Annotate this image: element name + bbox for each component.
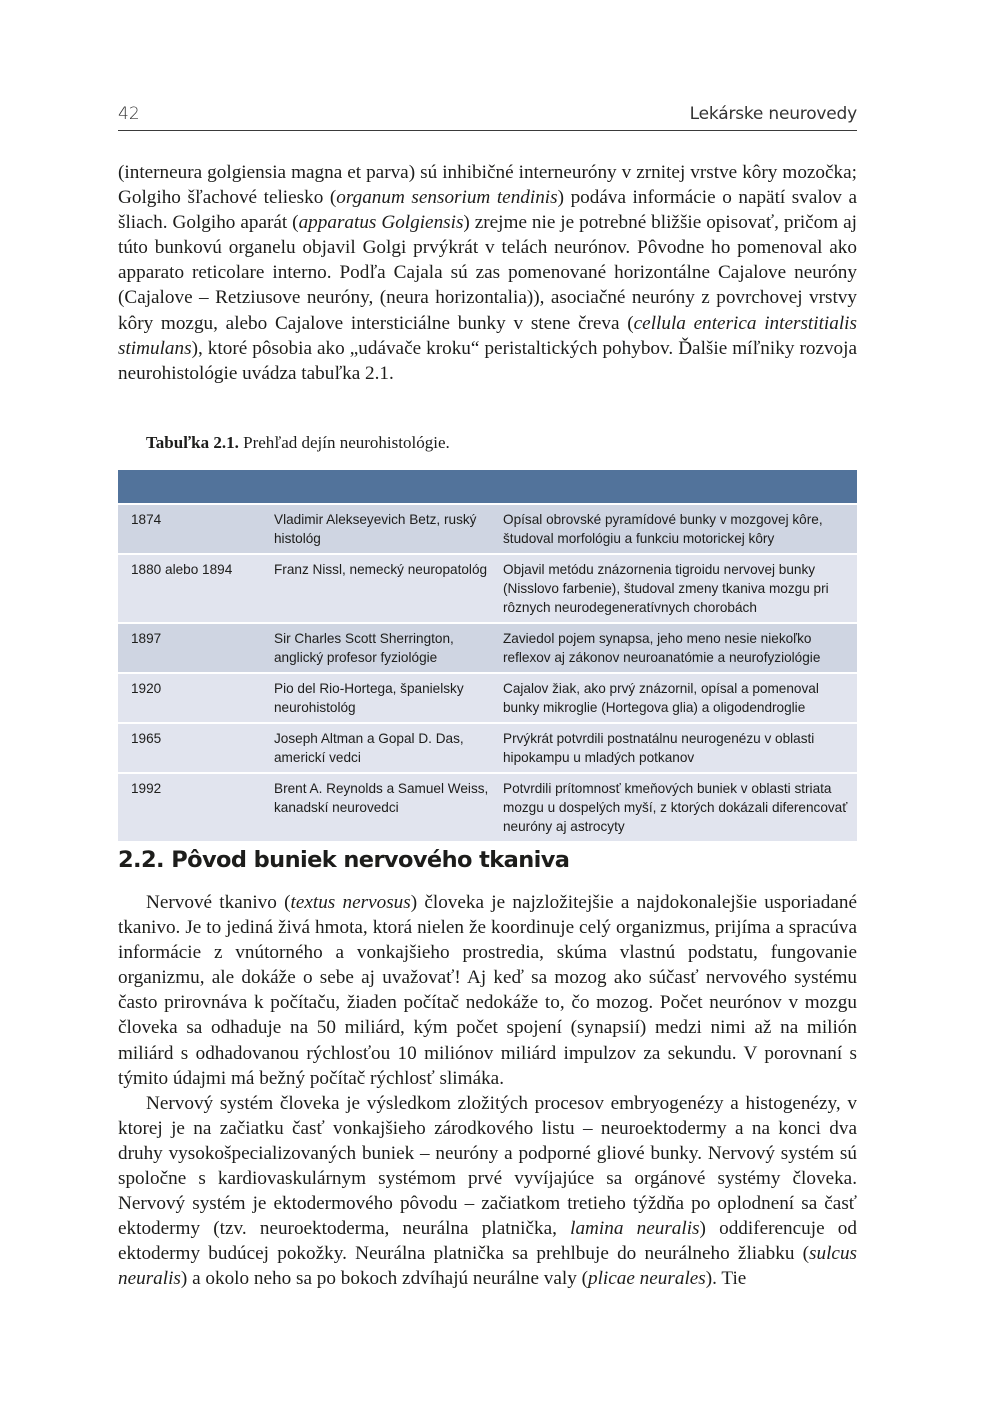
table-cell-contribution: Objavil metódu znázornenia tigroidu nervovej bunky (Nisslovo farbenie), študoval zmeny tkaniva mozgu pri rôznych neurodegeneratívnych chorobách bbox=[489, 554, 857, 623]
latin-term: sulcus neuralis bbox=[118, 1243, 857, 1290]
intro-paragraph bbox=[118, 160, 857, 386]
table-header-band bbox=[118, 470, 857, 504]
table-row bbox=[118, 623, 857, 673]
section-heading: 2.2. Pôvod buniek nervového tkaniva bbox=[118, 847, 570, 873]
latin-term: plicae neurales bbox=[588, 1268, 706, 1290]
section-paragraph bbox=[118, 1091, 857, 1292]
table-cell-person: Sir Charles Scott Sherrington, anglický profesor fyziológie bbox=[261, 623, 489, 673]
text-run: Nervové tkanivo ( bbox=[146, 892, 291, 913]
table-cell-year: 1897 bbox=[118, 623, 261, 673]
table-row bbox=[118, 504, 857, 554]
table-cell-person: Pio del Rio-Hortega, španielsky neurohistológ bbox=[261, 673, 489, 723]
table-row bbox=[118, 773, 857, 842]
text-run: (interneura golgiensia magna et parva) sú inhibičné interneuróny v zrnitej vrstve kôry mozočka; Golgiho šľachové teliesko ( bbox=[118, 162, 857, 209]
latin-term: organum sensorium tendinis bbox=[336, 187, 558, 209]
table-cell-year: 1880 alebo 1894 bbox=[118, 554, 261, 623]
text-run: Nervový systém človeka je výsledkom zložitých procesov embryogenézy a histogenézy, v ktorej je na začiatku časť vonkajšieho zárodkového listu – neuroektodermy a na konci dva druhy vysokošpecializovaných buniek – neuróny a podporné gliové bunky. Nervový systém sú spoločne s kardiovaskulárnym systémom prvé vyvíjajúce sa orgánové systémy človeka. Nervový systém je ektodermového pôvodu – začiatkom tretieho týždňa po oplodnení sa časť ektodermy (tzv. neuroektoderma, neurálna platnička, bbox=[118, 1092, 857, 1240]
latin-term: textus nervosus bbox=[290, 892, 411, 913]
table-cell-contribution: Opísal obrovské pyramídové bunky v mozgovej kôre, študoval morfológiu a funkciu motorickej kôry bbox=[489, 504, 857, 554]
section-paragraph bbox=[118, 890, 857, 1091]
text-run: ), ktoré pôsobia ako „udávače kroku“ peristaltických pohybov. Ďalšie míľniky rozvoja neurohistológie uvádza tabuľka 2.1. bbox=[118, 337, 857, 384]
table-body bbox=[118, 504, 857, 842]
text-run: ) človeka je najzložitejšie a najdokonalejšie usporiadané tkanivo. Je to jediná živá hmota, ktorá nielen že koordinuje celý organizmus, prijíma a spracúva informácie z vnútorného a vonkajšieho prostredia, skúma vlastnú podstatu, fungovanie organizmu, ale dokáže o sebe aj uvažovať! Aj keď sa mozog ako súčasť nervového systému často prirovnáva k počítaču, žiaden počítač nedokáže to, čo mozog. Počet neurónov v mozgu človeka sa odhaduje na 50 miliárd, kým počet spojení (synapsií) medzi nimi až na milión miliárd s odhadovanou rýchlosťou 10 miliónov miliárd impulzov za sekundu. V porovnaní s týmito údajmi má bežný počítač rýchlosť slimáka. bbox=[118, 892, 857, 1089]
table-cell-contribution: Cajalov žiak, ako prvý znázornil, opísal a pomenoval bunky mikroglie (Hortegova glia) a oligodendroglie bbox=[489, 673, 857, 723]
table-cell-contribution: Zaviedol pojem synapsa, jeho meno nesie niekoľko reflexov aj zákonov neuroanatómie a neurofyziológie bbox=[489, 623, 857, 673]
text-run: ) oddiferencuje od ektodermy budúcej pokožky. Neurálna platnička sa prehlbuje do neurálneho žliabku ( bbox=[118, 1218, 857, 1265]
table-cell-contribution: Prvýkrát potvrdili postnatálnu neurogenézu v oblasti hipokampu u mladých potkanov bbox=[489, 723, 857, 773]
latin-term: cellula enterica interstitialis stimulans bbox=[118, 312, 857, 359]
page-number: 42 bbox=[118, 104, 140, 124]
table-caption-text: Prehľad dejín neurohistológie. bbox=[238, 433, 450, 452]
page-header bbox=[118, 100, 857, 131]
table-cell-person: Joseph Altman a Gopal D. Das, americkí vedci bbox=[261, 723, 489, 773]
intro-paragraph-text bbox=[118, 160, 857, 386]
table-header-row bbox=[118, 470, 857, 504]
table-caption-label: Tabuľka 2.1. bbox=[146, 433, 239, 452]
text-run: ) a okolo neho sa po bokoch zdvíhajú neurálne valy ( bbox=[180, 1268, 588, 1290]
table-cell-year: 1920 bbox=[118, 673, 261, 723]
running-title: Lekárske neurovedy bbox=[689, 104, 857, 124]
table-row bbox=[118, 723, 857, 773]
table-cell-person: Franz Nissl, nemecký neuropatológ bbox=[261, 554, 489, 623]
table-cell-year: 1874 bbox=[118, 504, 261, 554]
history-table bbox=[118, 470, 857, 843]
text-run: ) podáva informácie o napätí svalov a šliach. Golgiho aparát ( bbox=[118, 187, 857, 234]
table-cell-person: Vladimir Alekseyevich Betz, ruský histológ bbox=[261, 504, 489, 554]
latin-term: lamina neuralis bbox=[570, 1218, 700, 1240]
text-run: ). Tie bbox=[705, 1268, 747, 1290]
text-run: ) zrejme nie je potrebné bližšie opisovať, pričom aj túto bunkovú organelu objavil Golgi prvýkrát v telách neurónov. Pôvodne ho pomenoval ako apparato reticolare interno. Podľa Cajala sú zas pomenované horizontálne Cajalove neuróny (Cajalove – Retziusove neuróny, (neura horizontalia)), asociačné neuróny z povrchovej vrstvy kôry mozgu, alebo Cajalove intersticiálne bunky v stene čreva ( bbox=[118, 212, 857, 334]
table-cell-contribution: Potvrdili prítomnosť kmeňových buniek v oblasti striata mozgu u dospelých myší, z ktorých dokázali diferencovať neuróny aj astrocyty bbox=[489, 773, 857, 842]
section-body bbox=[118, 890, 857, 1292]
latin-term: apparatus Golgiensis bbox=[298, 212, 464, 234]
table-cell-year: 1992 bbox=[118, 773, 261, 842]
table-cell-year: 1965 bbox=[118, 723, 261, 773]
table-cell-person: Brent A. Reynolds a Samuel Weiss, kanadskí neurovedci bbox=[261, 773, 489, 842]
table-row bbox=[118, 673, 857, 723]
table-caption bbox=[146, 433, 450, 453]
table-row bbox=[118, 554, 857, 623]
